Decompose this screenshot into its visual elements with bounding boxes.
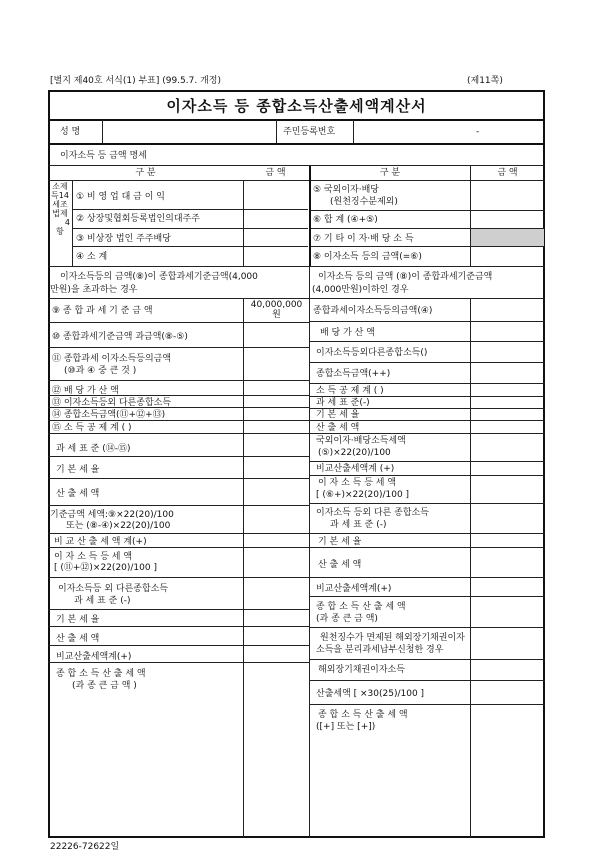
other-income-base-sublabel: 과 세 표 준 (-) [74, 596, 131, 606]
item-9-label: ⑨ 종 합 과 세 기 준 금 액 [52, 306, 153, 316]
item-5-label: ⑤ 국외이자·배당 [313, 185, 379, 195]
form-title: 이자소득 등 종합소득산출세액계산서 [166, 97, 427, 115]
item-14-label: ⑭ 종합소득금액(⑪+⑫+⑬) [52, 410, 166, 420]
divider [470, 298, 471, 838]
divider [310, 396, 545, 397]
divider [243, 181, 244, 266]
divider [310, 659, 545, 660]
divider [310, 341, 545, 342]
r-item-16-label: 종 합 소 득 산 출 세 액 [316, 602, 406, 612]
divider [470, 166, 471, 266]
divider [310, 577, 545, 578]
rrn-label: 주민등록번호 [283, 127, 336, 137]
divider [48, 547, 310, 548]
right-amount-header: 금 액 [497, 168, 518, 178]
divider [310, 503, 545, 504]
item-2-label: ② 상장및협회등록법인의대주주 [76, 214, 200, 224]
item-4-label: ④ 소 계 [76, 252, 108, 262]
divider [72, 181, 73, 266]
interest-tax-label: 이 자 소 득 등 세 액 [54, 552, 133, 562]
r-item-9-sublabel: (⑤)×22(20)/100 [318, 448, 391, 458]
divider [48, 577, 310, 578]
item-6-label: ⑥ 합 계 (④+⑤) [313, 215, 378, 225]
divider [48, 380, 310, 381]
r-item-7-label: 기 본 세 율 [316, 410, 360, 420]
divider [309, 166, 311, 266]
form-reference: [별지 제40호 서식(1) 부표] (99.5.7. 개정) [50, 76, 221, 86]
divider [48, 533, 310, 534]
r-item-12-sublabel: 과 세 표 준 (-) [330, 520, 387, 530]
divider [48, 407, 310, 408]
r-item-16-sublabel: (과 종 큰 금 액) [316, 614, 378, 624]
divider [48, 143, 545, 145]
item-15-label: ⑮ 소 득 공 제 계 ( ) [52, 423, 132, 433]
r-item-9-label: 국외이자·배당소득세액 [316, 436, 406, 446]
item-9-value: 40,000,000 원 [250, 300, 303, 320]
standard-tax-label: 기준금액 세액:⑨×22(20)/100 [50, 510, 174, 520]
name-field[interactable] [104, 121, 274, 143]
item-8-label: ⑧ 이자소득 등의 금액(=⑥) [313, 252, 422, 262]
rrn-dash: - [476, 127, 480, 137]
divider [310, 433, 545, 434]
shaded-cell [471, 229, 544, 246]
r-item-17-sublabel: 소득을 분리과세납부신청한 경우 [316, 645, 444, 655]
name-label: 성 명 [60, 127, 81, 137]
section-title: 이자소득 등 금액 명세 [60, 151, 147, 161]
other-income-base-label: 이자소득등 외 다른종합소득 [58, 584, 169, 594]
comparative-tax-label: 비 교 산 출 세 액 계(+) [54, 537, 147, 547]
divider [102, 120, 103, 144]
right-case-header: 이자소득 등의 금액 (⑧)이 종합과세기준금액 (4,000만원)이하인 경우 [312, 272, 493, 295]
basic-rate-label-2: 기 본 세 율 [56, 615, 100, 625]
divider [48, 395, 310, 396]
standard-tax-sublabel: 또는 (⑧-④)×22(20)/100 [66, 521, 171, 531]
divider [72, 209, 308, 210]
right-category-header: 구 분 [379, 168, 401, 178]
divider [353, 120, 354, 144]
item-5-sublabel: (원천징수분제외) [330, 197, 398, 207]
total-calculated-tax-sublabel: (과 종 큰 금 액 ) [72, 681, 137, 691]
r-item-11-label: 이 자 소 득 등 세 액 [318, 478, 397, 488]
comparative-tax-label-2: 비교산출세액계(+) [56, 652, 132, 662]
interest-tax-sublabel: [ (⑪+⑫)×22(20)/100 ] [54, 563, 157, 573]
divider [310, 627, 545, 628]
rrn-field[interactable] [355, 121, 540, 143]
item-11-label: ⑪ 종합과세 이자소득등의금액 [52, 354, 172, 364]
item-1-label: ① 비 영 업 대 금 이 익 [76, 192, 165, 202]
left-case-header: 이자소득등의 금액(⑧)이 종합과세기준금액(4,000 만원)을 초과하는 경우 [50, 272, 258, 295]
divider [72, 228, 308, 229]
left-category-header: 구 분 [135, 168, 156, 178]
r-item-19-label: 산출세액 [ ×30(25)/100 ] [316, 689, 425, 699]
divider [48, 322, 310, 323]
item-7-label: ⑦ 기 타 이 자·배 당 소 득 [313, 234, 414, 244]
r-item-15-label: 비교산출세액계(+) [316, 584, 392, 594]
r-item-4-label: 종합소득금액(++) [316, 369, 391, 379]
r-item-5-label: 소 득 공 제 계 ( ) [316, 386, 384, 396]
divider [310, 210, 545, 211]
divider [48, 505, 310, 506]
divider [310, 362, 545, 363]
r-item-6-label: 과 세 표 준(-) [316, 398, 370, 408]
calculated-tax-label-2: 산 출 세 액 [56, 634, 100, 644]
divider [48, 662, 310, 663]
r-item-1-label: 종합과세이자소득등의금액(④) [313, 306, 433, 316]
divider [48, 478, 310, 479]
side-label: 소제 득14 세조 법제 4 항 [51, 182, 70, 236]
divider [48, 609, 310, 610]
divider [310, 596, 545, 597]
basic-rate-label: 기 본 세 율 [56, 465, 100, 475]
divider [48, 266, 545, 267]
r-item-13-label: 기 본 세 율 [318, 537, 362, 547]
r-item-18-label: 해외장기채권이자소득 [318, 665, 405, 675]
divider [310, 704, 545, 705]
r-item-3-label: 이자소득등외다른종합소득() [316, 348, 428, 358]
divider [310, 461, 545, 462]
divider [48, 645, 310, 646]
divider [310, 408, 545, 409]
left-amount-header: 금 액 [265, 168, 286, 178]
divider [276, 120, 277, 144]
item-11-sublabel: (⑩과 ④ 중 큰 것 ) [64, 366, 137, 376]
r-item-11-sublabel: [ (⑥+)×22(20)/100 ] [316, 490, 410, 500]
r-item-14-label: 산 출 세 액 [318, 560, 362, 570]
item-3-label: ③ 비상장 법인 주주배당 [76, 234, 171, 244]
divider [72, 246, 308, 247]
divider [309, 266, 310, 838]
divider [48, 420, 310, 421]
item-12-label: ⑫ 배 당 가 산 액 [52, 386, 119, 396]
divider [310, 547, 545, 548]
divider [310, 680, 545, 681]
r-item-17-label: 원천징수가 면제된 해외장기채권이자 [320, 633, 465, 643]
divider [243, 298, 244, 838]
divider [48, 456, 310, 457]
divider [310, 246, 545, 247]
r-item-8-label: 산 출 세 액 [316, 423, 360, 433]
divider [310, 383, 545, 384]
tax-base-label: 과 세 표 준 (⑭-⑮) [56, 444, 131, 454]
item-13-label: ⑬ 이자소득등외 다른종합소득 [52, 398, 172, 408]
r-item-10-label: 비교산출세액계 (+) [316, 464, 395, 474]
divider [48, 347, 310, 348]
r-item-20-label: 종 합 소 득 산 출 세 액 [318, 710, 408, 720]
divider [48, 626, 310, 627]
total-calculated-tax-label: 종 합 소 득 산 출 세 액 [56, 669, 146, 679]
divider [48, 433, 310, 434]
divider [310, 533, 545, 534]
r-item-2-label: 배 당 가 산 액 [320, 328, 375, 338]
footer-code: 22226-72622일 [50, 842, 120, 852]
divider [310, 420, 545, 421]
divider [310, 321, 545, 322]
calculated-tax-label: 산 출 세 액 [56, 489, 100, 499]
r-item-12-label: 이자소득 등외 다른 종합소득 [316, 508, 429, 518]
r-item-20-sublabel: ([+] 또는 [+]) [316, 722, 376, 732]
page-number: (제11쪽) [467, 76, 503, 86]
divider [310, 228, 545, 229]
item-10-label: ⑩ 종합과세기준금액 과금액(⑧-⑤) [52, 332, 188, 342]
divider [310, 475, 545, 476]
